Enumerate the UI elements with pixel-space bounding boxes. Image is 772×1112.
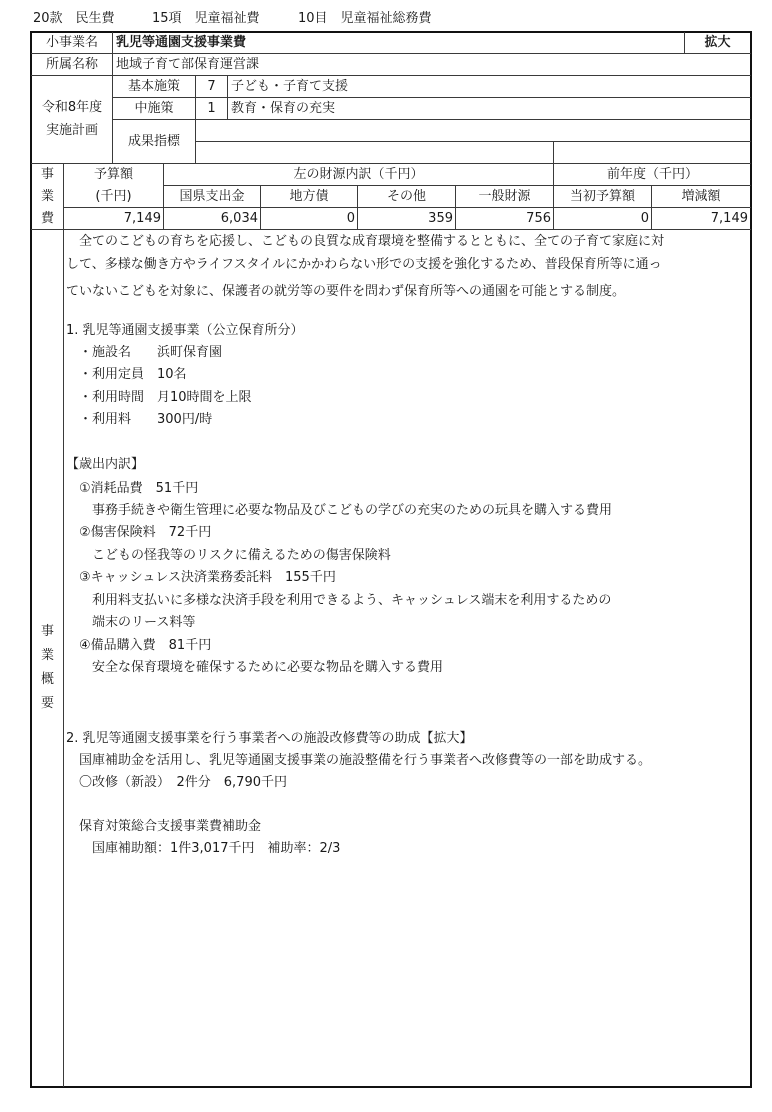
summary-line: ・利用時間 月10時間を上限: [66, 390, 252, 405]
summary-side-label-1: 事: [40, 624, 54, 639]
plan-label-year: 令和8年度: [41, 100, 103, 115]
summary-side-label-4: 要: [40, 696, 54, 711]
mid-policy-label: 中施策: [134, 101, 174, 116]
rule: [63, 163, 64, 1087]
breakdown-label: 左の財源内訳（千円）: [293, 167, 424, 182]
summary-line: 事務手続きや衛生管理に必要な物品及びこどもの学びの充実のための玩具を購入する費用: [66, 503, 613, 518]
value-general: 756: [526, 211, 551, 226]
summary-line: ④備品購入費 81千円: [66, 638, 212, 653]
rule: [195, 141, 751, 142]
project-name-label: 小事業名: [45, 35, 98, 50]
mid-policy: 教育・保育の充実: [231, 101, 336, 116]
plan-label-title: 実施計画: [45, 123, 98, 138]
account-kou: 15項 児童福祉費: [152, 11, 260, 26]
summary-side-label-2: 業: [40, 648, 54, 663]
status-badge: 拡大: [704, 35, 731, 50]
col-other: その他: [386, 189, 426, 204]
col-change: 増減額: [681, 189, 721, 204]
value-budget: 7,149: [123, 211, 161, 226]
summary-line: こどもの怪我等のリスクに備えるための傷害保険料: [66, 548, 391, 563]
summary-line: 安全な保育環境を確保するために必要な物品を購入する費用: [66, 660, 444, 675]
previous-year-label: 前年度（千円）: [606, 167, 698, 182]
col-prev-initial: 当初予算額: [569, 189, 635, 204]
summary-line: 〇改修（新設） 2件分 6,790千円: [66, 775, 287, 790]
summary-line: ①消耗品費 51千円: [66, 481, 199, 496]
budget-side-label-3: 費: [40, 211, 54, 226]
budget-unit-label: (千円): [95, 189, 132, 204]
department: 地域子育て部保育運営課: [116, 57, 260, 72]
summary-line: 利用料支払いに多様な決済手段を利用できるよう、キャッシュレス端末を利用するための: [66, 593, 612, 608]
rule: [227, 75, 228, 119]
summary-line: 端末のリース料等: [66, 615, 196, 630]
summary-line: して、多様な働き方やライフスタイルにかかわらない形での支援を強化するため、普段保育所等に通っ: [66, 257, 662, 272]
col-general: 一般財源: [478, 189, 531, 204]
summary-line: ・利用定員 10名: [66, 367, 187, 382]
summary-line: 国庫補助金を活用し、乳児等通園支援事業の施設整備を行う事業者へ改修費等の一部を助成する。: [66, 753, 652, 768]
value-change: 7,149: [710, 211, 748, 226]
value-prev-initial: 0: [640, 211, 649, 226]
budget-side-label-2: 業: [40, 189, 54, 204]
summary-line: ていないこどもを対象に、保護者の就労等の要件を問わず保育所等への通園を可能とする制度。: [66, 284, 626, 299]
border-right: [750, 31, 752, 1088]
summary-line: ・利用料 300円/時: [66, 412, 213, 427]
summary-side-label-3: 概: [40, 672, 54, 687]
value-other: 359: [428, 211, 453, 226]
budget-side-label-1: 事: [40, 167, 54, 182]
indicator-label: 成果指標: [127, 134, 180, 149]
basic-policy-number: 7: [207, 79, 216, 94]
border-bottom: [30, 1086, 752, 1088]
basic-policy: 子ども・子育て支援: [231, 79, 349, 94]
col-local-bond: 地方債: [289, 189, 329, 204]
summary-line: ②傷害保険料 72千円: [66, 525, 212, 540]
summary-line: 1. 乳児等通園支援事業（公立保育所分）: [66, 323, 304, 338]
summary-line: ・施設名 浜町保育園: [66, 345, 223, 360]
project-name: 乳児等通園支援事業費: [116, 35, 247, 50]
basic-policy-label: 基本施策: [127, 79, 180, 94]
summary-line: 保育対策総合支援事業費補助金: [66, 819, 262, 834]
department-label: 所属名称: [45, 57, 98, 72]
summary-line: 2. 乳児等通園支援事業を行う事業者への施設改修費等の助成【拡大】: [66, 731, 473, 746]
account-moku: 10目 児童福祉総務費: [298, 11, 432, 26]
summary-line: 【歳出内訳】: [66, 457, 145, 472]
account-kan: 20款 民生費: [33, 11, 115, 26]
budget-label: 予算額: [93, 167, 133, 182]
mid-policy-number: 1: [207, 101, 216, 116]
col-national-pref: 国県支出金: [179, 189, 245, 204]
value-national-pref: 6,034: [220, 211, 258, 226]
summary-line: ③キャッシュレス決済業務委託料 155千円: [66, 570, 336, 585]
summary-line: 全てのこどもの育ちを応援し、こどもの良質な成育環境を整備するとともに、全ての子育て家庭に対: [66, 234, 665, 249]
value-local-bond: 0: [346, 211, 355, 226]
summary-line: 国庫補助額：1件3,017千円 補助率：2/3: [66, 841, 341, 856]
